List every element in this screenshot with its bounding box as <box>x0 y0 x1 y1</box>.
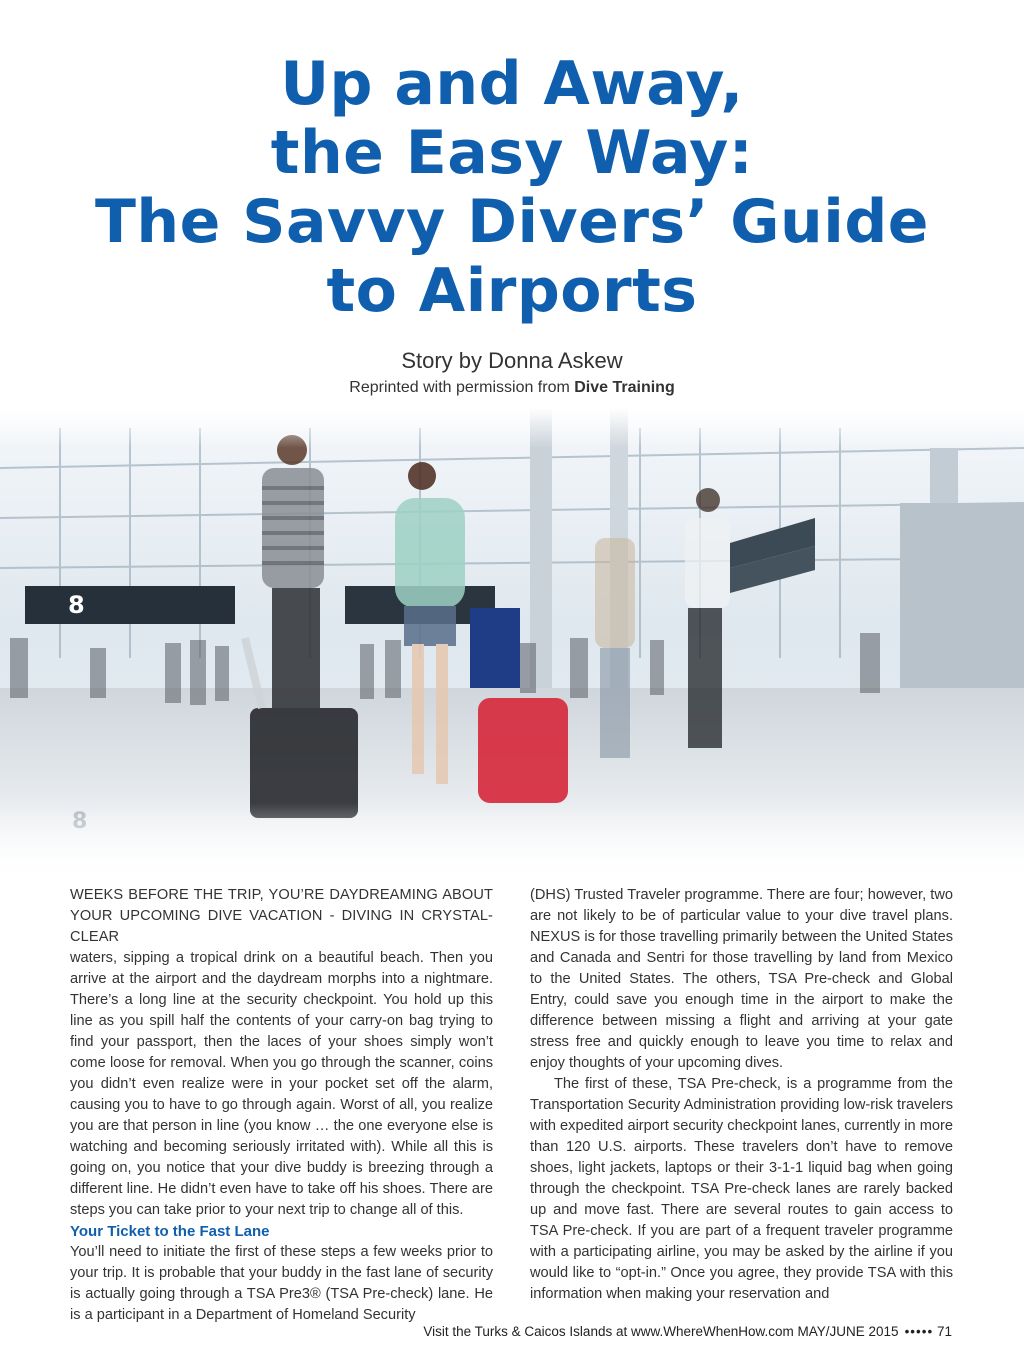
airport-terminal-photo <box>0 408 1024 883</box>
article-paragraph-4: The first of these, TSA Pre-check, is a programme from the Transportation Security Administration providing low-risk travelers with expedited airport security checkpoint lanes, currently in more than 120 U.S. airports. These travelers don’t have to remove shoes, light jackets, laptops or their 3-1-1 liquid bag when going through the checkpoint. TSA Pre-check lanes are rarely backed up and move fast. There are several routes to gain access to TSA Pre-check. If you are part of a frequent traveler programme with a participating airline, you may be asked by the airline if you would like to “opt-in.” Once you agree, they provide TSA with this information when making your reservation and <box>530 1076 953 1302</box>
footer-text: Visit the Turks & Caicos Islands at www.WhereWhenHow.com MAY/JUNE 2015 <box>423 1324 899 1339</box>
reprint-source: Dive Training <box>574 379 675 396</box>
byline: Story by Donna Askew <box>401 348 623 373</box>
footer-dots: ••••• <box>904 1324 934 1339</box>
headline-line-4: to Airports <box>326 256 698 326</box>
article-column-left <box>70 885 493 1326</box>
section-subhead: Your Ticket to the Fast Lane <box>70 1223 270 1240</box>
gate-number-sign: 8 <box>68 591 85 619</box>
article-lead: WEEKS BEFORE THE TRIP, YOU’RE DAYDREAMING ABOUT YOUR UPCOMING DIVE VACATION - DIVING IN CRYSTAL-CLEAR <box>70 887 493 945</box>
article-column-right <box>530 885 953 1305</box>
page-number: 71 <box>936 1324 952 1339</box>
article-paragraph-1: waters, sipping a tropical drink on a beautiful beach. Then you arrive at the airport and the daydream morphs into a nightmare. There’s a long line at the security checkpoint. You hold up this line as you spill half the contents of your carry-on bag trying to find your passport, then the laces of your shoes simply won’t come loose for removal. When you go through the scanner, coins you didn’t even realize were in your pocket set off the alarm, causing you to have to go through again. Worst of all, you realize you are that person in line (you know … the one everyone else is watching and becoming seriously irritated with). While all this is going on, you notice that your dive buddy is breezing through a different line. He didn’t even have to take off his shoes. There are steps you can take prior to your next trip to change all of this. <box>70 950 493 1218</box>
article-headline <box>0 50 1024 326</box>
article-paragraph-2: You’ll need to initiate the first of these steps a few weeks prior to your trip. It is probable that your buddy in the fast lane of security is actually going through a TSA Pre3® (TSA Pre-check) lane. He is a participant in a Department of Homeland Security <box>70 1244 493 1323</box>
reprint-credit <box>0 379 1024 397</box>
headline-line-1: Up and Away, <box>280 49 744 119</box>
article-paragraph-3: (DHS) Trusted Traveler programme. There are four; however, two are not likely to be of particular value to your dive travel plans. NEXUS is for those travelling primarily between the United States and Canada and Sentri for those travelling by land from Mexico to the United States. The others, TSA Pre-check and Global Entry, could save you enough time in the airport to make the difference between missing a flight and arriving at your gate stress free and quickly enough to leave you time to relax and enjoy thoughts of your upcoming dives. <box>530 887 953 1071</box>
reprint-prefix: Reprinted with permission from <box>349 379 575 396</box>
headline-line-3: The Savvy Divers’ Guide <box>95 187 929 257</box>
headline-line-2: the Easy Way: <box>270 118 754 188</box>
page-footer <box>423 1324 952 1339</box>
